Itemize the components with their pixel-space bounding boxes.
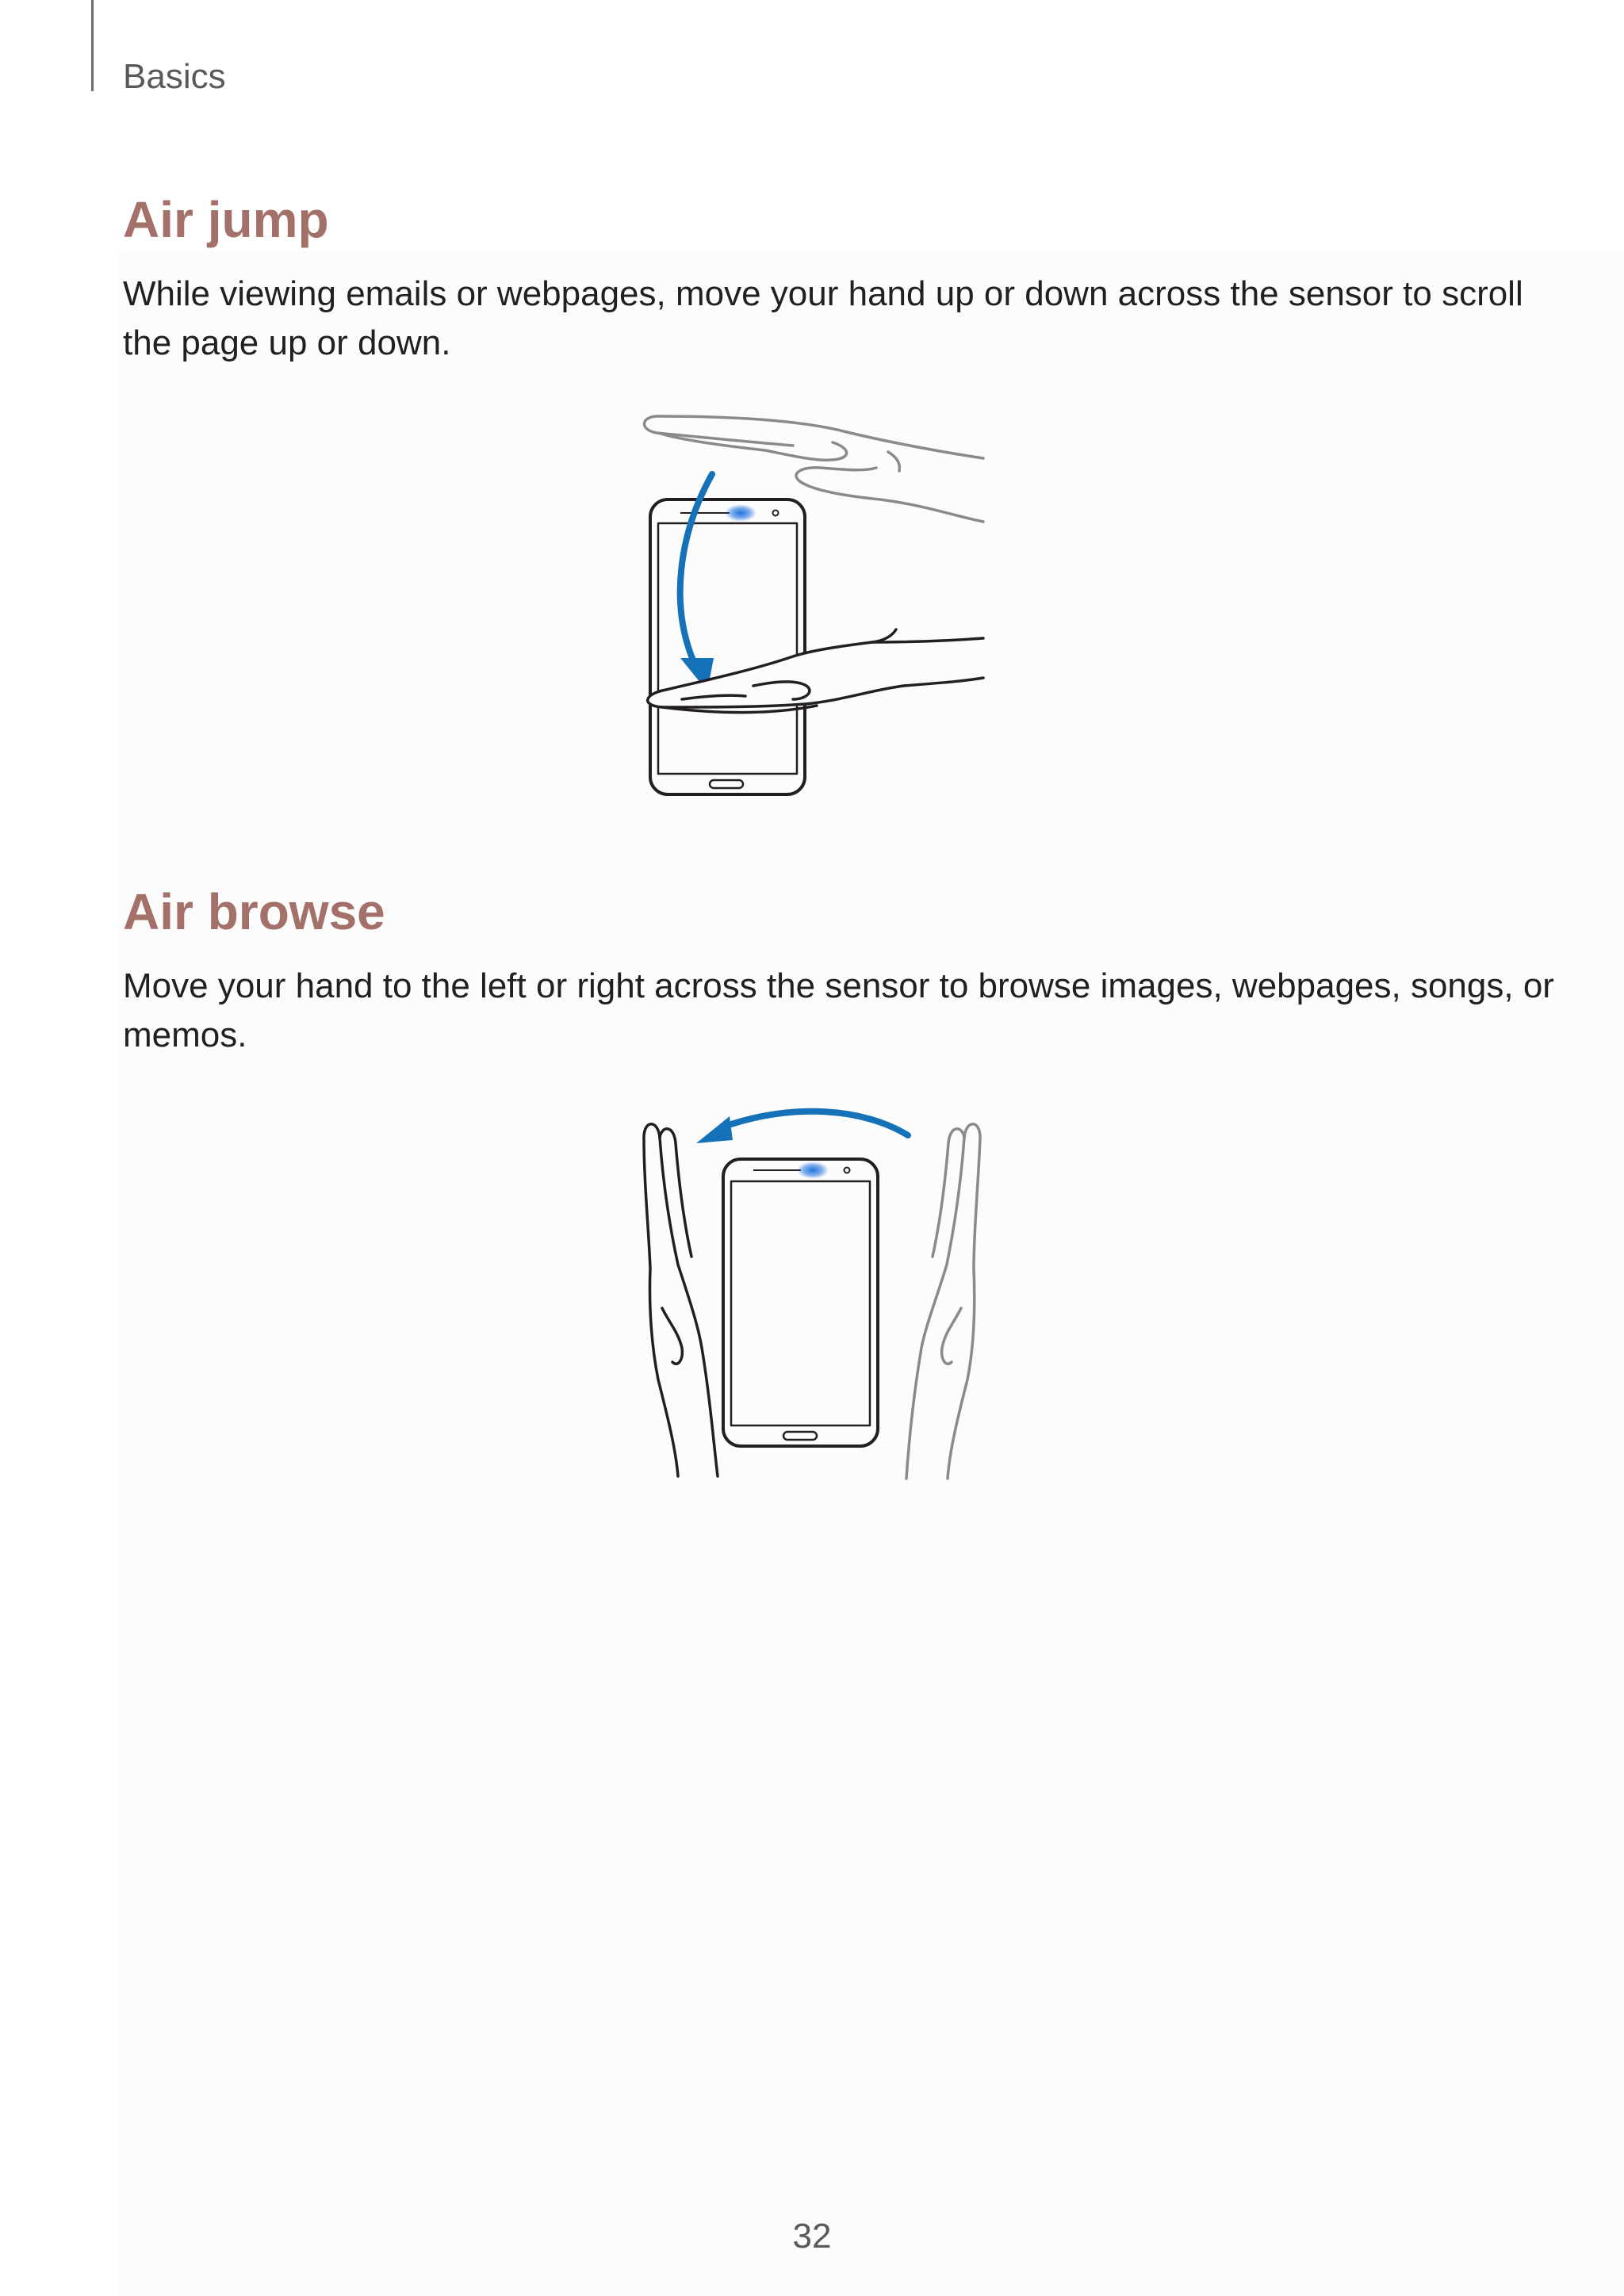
curved-arrow-icon (696, 1112, 908, 1143)
sensor-glow (725, 504, 756, 522)
header-rule (91, 0, 94, 91)
right-hand (906, 1124, 980, 1479)
left-hand (644, 1124, 718, 1476)
phone (650, 499, 805, 794)
section-label: Basics (123, 57, 226, 96)
curved-arrow-icon (680, 474, 714, 691)
air-browse-description: Move your hand to the left or right across the sensor to browse images, webpages, songs, or memos. (123, 966, 1554, 1054)
air-jump-description: While viewing emails or webpages, move your hand up or down across the sensor to scroll the page up or down. (123, 274, 1523, 362)
heading-air-browse: Air browse (123, 883, 385, 940)
heading-air-jump: Air jump (123, 191, 329, 248)
sensor-glow (797, 1161, 829, 1179)
air-jump-illustration (634, 404, 991, 801)
air-browse-illustration (634, 1094, 991, 1483)
phone (723, 1159, 878, 1446)
page-number: 32 (792, 2217, 832, 2256)
